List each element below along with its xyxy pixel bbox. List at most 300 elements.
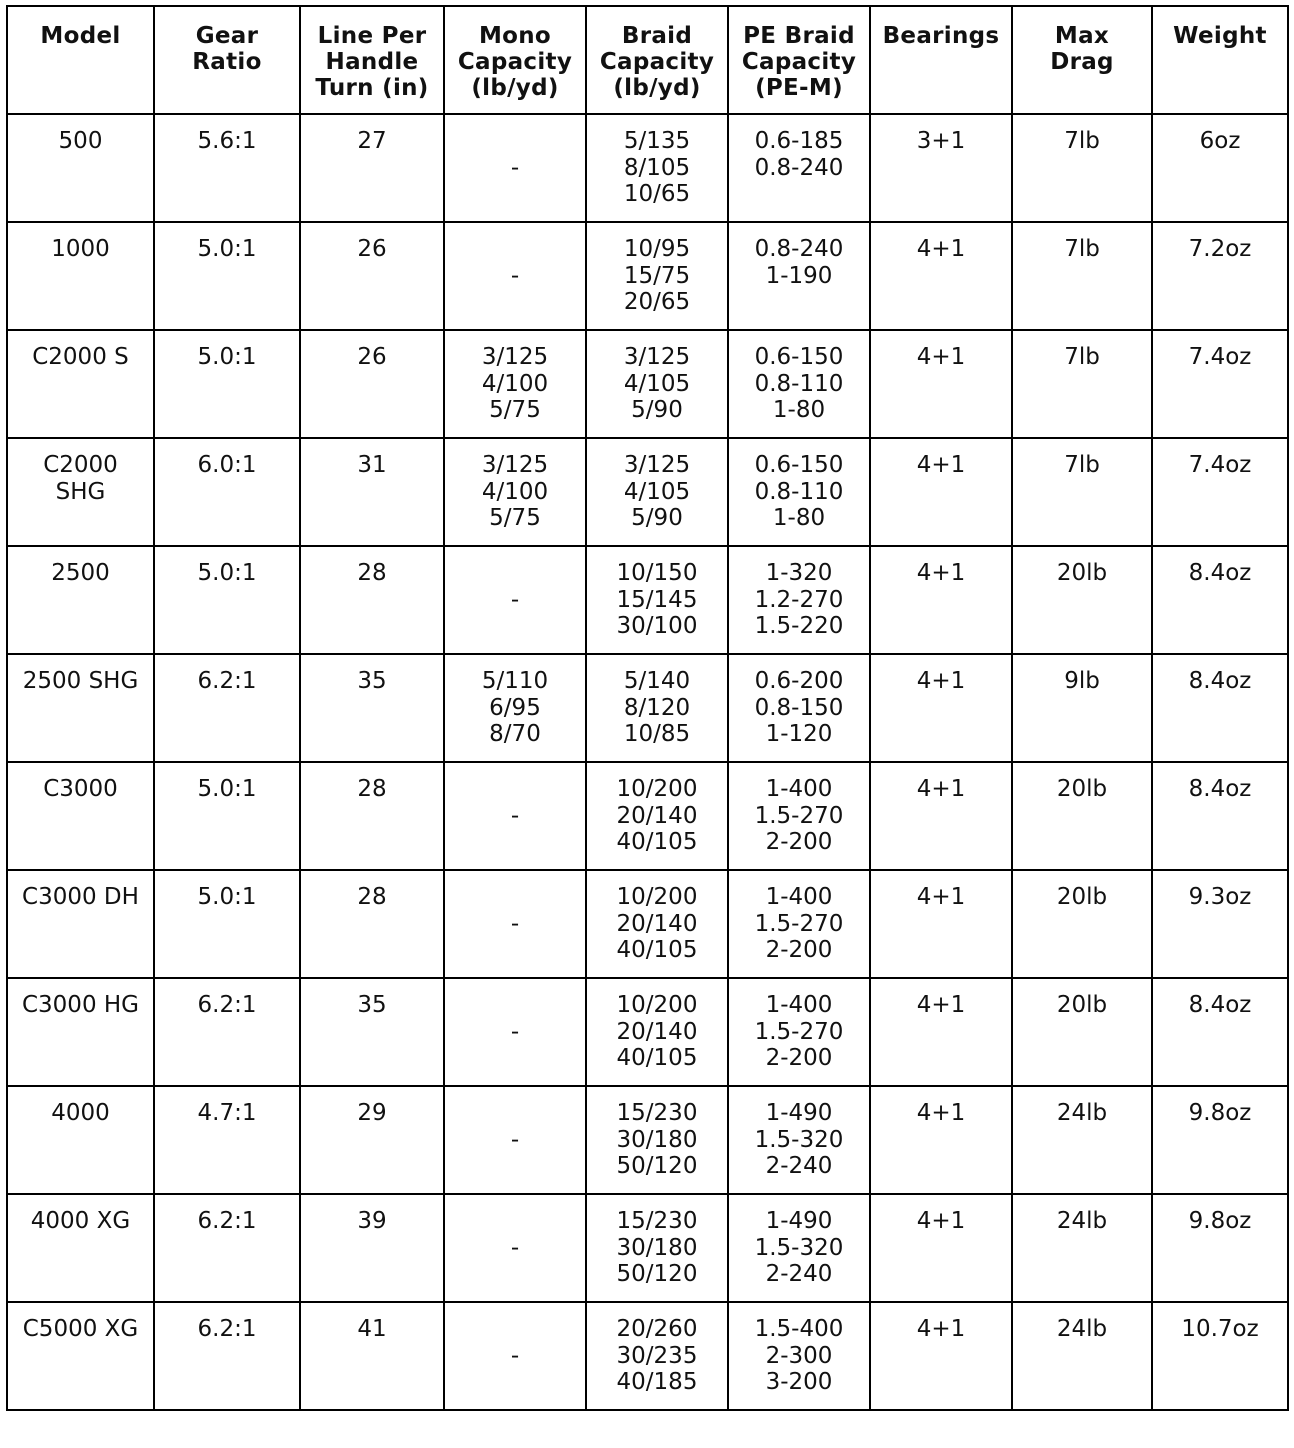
cell-value-line: 40/185 bbox=[616, 1369, 698, 1395]
header-label-line: Max bbox=[1054, 23, 1110, 49]
cell-value: 8.4oz bbox=[1188, 992, 1252, 1018]
header-pe-braid-capacity bbox=[728, 6, 870, 114]
cell-mono-capacity bbox=[444, 654, 586, 762]
cell-value-line: 0.8-240 bbox=[754, 154, 844, 181]
cell-line-per-handle-turn bbox=[300, 1086, 444, 1194]
header-max-drag bbox=[1012, 6, 1152, 114]
cell-braid-capacity bbox=[586, 546, 728, 654]
header-model bbox=[7, 6, 154, 114]
cell-value-line: 0.6-150 bbox=[754, 344, 844, 370]
cell-value-line: 1-320 bbox=[765, 560, 833, 586]
cell-model bbox=[7, 1194, 154, 1302]
cell-value-line: 1-400 bbox=[765, 992, 833, 1018]
cell-mono-capacity bbox=[444, 1194, 586, 1302]
cell-model bbox=[7, 1086, 154, 1194]
cell-value: 9.8oz bbox=[1188, 1100, 1252, 1126]
cell-value: 4+1 bbox=[916, 452, 966, 478]
cell-value: 7lb bbox=[1064, 236, 1100, 262]
cell-max-drag bbox=[1012, 438, 1152, 546]
header-label-line: Capacity bbox=[741, 49, 857, 75]
cell-value-line: 5/90 bbox=[631, 397, 683, 423]
cell-value-line: 10/95 bbox=[623, 236, 691, 262]
cell-value: 24lb bbox=[1056, 1208, 1108, 1234]
cell-value-line: 2-200 bbox=[765, 1045, 833, 1071]
cell-value-line: 4000 bbox=[51, 1100, 110, 1126]
header-label-line: Mono bbox=[478, 23, 552, 49]
cell-value-line: 4/105 bbox=[623, 370, 691, 397]
cell-value-line: 2-240 bbox=[765, 1261, 833, 1287]
cell-value: 5.0:1 bbox=[197, 884, 257, 910]
cell-line-per-handle-turn bbox=[300, 438, 444, 546]
cell-line-per-handle-turn bbox=[300, 870, 444, 978]
cell-weight bbox=[1152, 222, 1288, 330]
cell-value: 28 bbox=[357, 776, 387, 802]
cell-value-line: 5/90 bbox=[631, 505, 683, 531]
cell-value-line: - bbox=[510, 802, 520, 829]
cell-value-line: 5/140 bbox=[623, 668, 691, 694]
cell-value-line: 3/125 bbox=[481, 344, 549, 370]
table-row bbox=[7, 330, 1288, 438]
cell-gear-ratio bbox=[154, 870, 300, 978]
cell-pe-braid-capacity bbox=[728, 654, 870, 762]
cell-value-line: 4/100 bbox=[481, 478, 549, 505]
cell-model bbox=[7, 978, 154, 1086]
cell-gear-ratio bbox=[154, 330, 300, 438]
cell-value-line: 2-200 bbox=[765, 829, 833, 855]
cell-value: 7.4oz bbox=[1188, 452, 1252, 478]
table-row bbox=[7, 114, 1288, 222]
cell-value: 24lb bbox=[1056, 1316, 1108, 1342]
header-label-line: Weight bbox=[1173, 23, 1267, 49]
cell-value-line: 2-300 bbox=[765, 1342, 833, 1369]
cell-weight bbox=[1152, 546, 1288, 654]
cell-value-line: 0.8-110 bbox=[754, 370, 844, 397]
cell-max-drag bbox=[1012, 1302, 1152, 1410]
cell-model bbox=[7, 438, 154, 546]
header-label-line: Capacity bbox=[457, 49, 573, 75]
cell-value: 29 bbox=[357, 1100, 387, 1126]
cell-value-line: 500 bbox=[58, 128, 103, 154]
cell-value-line: 1.5-320 bbox=[754, 1234, 844, 1261]
cell-value: 7.2oz bbox=[1188, 236, 1252, 262]
cell-value-line: 1.5-270 bbox=[754, 1018, 844, 1045]
cell-value: 20lb bbox=[1056, 884, 1108, 910]
cell-value: 4+1 bbox=[916, 236, 966, 262]
cell-value: 27 bbox=[357, 128, 387, 154]
cell-value-line: 30/180 bbox=[616, 1126, 698, 1153]
spec-table bbox=[6, 5, 1289, 1411]
cell-value: 4+1 bbox=[916, 992, 966, 1018]
cell-weight bbox=[1152, 1194, 1288, 1302]
cell-value: 4+1 bbox=[916, 884, 966, 910]
cell-pe-braid-capacity bbox=[728, 1194, 870, 1302]
cell-value: 5.0:1 bbox=[197, 344, 257, 370]
cell-mono-capacity bbox=[444, 222, 586, 330]
cell-value: 6.2:1 bbox=[197, 668, 257, 694]
cell-pe-braid-capacity bbox=[728, 222, 870, 330]
cell-value-line: 50/120 bbox=[616, 1153, 698, 1179]
cell-value-line: - bbox=[510, 586, 520, 613]
cell-braid-capacity bbox=[586, 222, 728, 330]
cell-value-line: 1-400 bbox=[765, 884, 833, 910]
cell-value-line: 10/200 bbox=[616, 884, 698, 910]
cell-gear-ratio bbox=[154, 654, 300, 762]
cell-value-line: 10/200 bbox=[616, 776, 698, 802]
cell-value-line: 3-200 bbox=[765, 1369, 833, 1395]
header-bearings bbox=[870, 6, 1012, 114]
cell-value: 6oz bbox=[1199, 128, 1241, 154]
cell-bearings bbox=[870, 114, 1012, 222]
cell-max-drag bbox=[1012, 654, 1152, 762]
cell-line-per-handle-turn bbox=[300, 1194, 444, 1302]
cell-gear-ratio bbox=[154, 762, 300, 870]
header-label-line: Braid bbox=[621, 23, 693, 49]
cell-value: 7lb bbox=[1064, 128, 1100, 154]
cell-value-line: SHG bbox=[55, 478, 106, 505]
cell-braid-capacity bbox=[586, 1302, 728, 1410]
cell-gear-ratio bbox=[154, 438, 300, 546]
header-label-line: Gear bbox=[195, 23, 259, 49]
cell-value-line: C3000 bbox=[43, 776, 118, 802]
cell-gear-ratio bbox=[154, 114, 300, 222]
cell-max-drag bbox=[1012, 1086, 1152, 1194]
cell-value: 4+1 bbox=[916, 560, 966, 586]
cell-value: 8.4oz bbox=[1188, 776, 1252, 802]
cell-value-line: 2500 bbox=[51, 560, 110, 586]
cell-bearings bbox=[870, 330, 1012, 438]
cell-mono-capacity bbox=[444, 330, 586, 438]
cell-max-drag bbox=[1012, 978, 1152, 1086]
cell-value-line: 15/230 bbox=[616, 1100, 698, 1126]
cell-braid-capacity bbox=[586, 114, 728, 222]
cell-bearings bbox=[870, 1194, 1012, 1302]
cell-value-line: 20/260 bbox=[616, 1316, 698, 1342]
cell-weight bbox=[1152, 1086, 1288, 1194]
table-row bbox=[7, 1194, 1288, 1302]
cell-value: 20lb bbox=[1056, 776, 1108, 802]
cell-value-line: 1-120 bbox=[765, 721, 833, 747]
cell-value: 8.4oz bbox=[1188, 668, 1252, 694]
cell-value: 31 bbox=[357, 452, 387, 478]
cell-value: 41 bbox=[357, 1316, 387, 1342]
cell-value-line: 50/120 bbox=[616, 1261, 698, 1287]
cell-max-drag bbox=[1012, 870, 1152, 978]
cell-mono-capacity bbox=[444, 438, 586, 546]
cell-weight bbox=[1152, 978, 1288, 1086]
cell-value-line: 1.5-220 bbox=[754, 613, 844, 639]
cell-value: 4.7:1 bbox=[197, 1100, 257, 1126]
header-label-line: Ratio bbox=[192, 49, 262, 75]
cell-line-per-handle-turn bbox=[300, 114, 444, 222]
cell-value: 28 bbox=[357, 560, 387, 586]
cell-bearings bbox=[870, 654, 1012, 762]
cell-value: 4+1 bbox=[916, 1100, 966, 1126]
cell-braid-capacity bbox=[586, 438, 728, 546]
cell-value-line: 2-240 bbox=[765, 1153, 833, 1179]
cell-value: 20lb bbox=[1056, 560, 1108, 586]
cell-value: 35 bbox=[357, 668, 387, 694]
header-label-line: Drag bbox=[1050, 49, 1114, 75]
cell-value-line: 3/125 bbox=[623, 452, 691, 478]
cell-bearings bbox=[870, 546, 1012, 654]
cell-weight bbox=[1152, 870, 1288, 978]
cell-value: 4+1 bbox=[916, 776, 966, 802]
cell-value-line: 20/65 bbox=[623, 289, 691, 315]
cell-max-drag bbox=[1012, 222, 1152, 330]
cell-value-line: - bbox=[510, 1234, 520, 1261]
cell-value: 4+1 bbox=[916, 668, 966, 694]
cell-value-line: C3000 DH bbox=[22, 884, 139, 910]
cell-value: 7lb bbox=[1064, 452, 1100, 478]
cell-line-per-handle-turn bbox=[300, 978, 444, 1086]
cell-pe-braid-capacity bbox=[728, 1086, 870, 1194]
cell-value: 10.7oz bbox=[1181, 1316, 1259, 1342]
cell-value-line: C3000 HG bbox=[21, 992, 140, 1018]
cell-value: 7lb bbox=[1064, 344, 1100, 370]
cell-gear-ratio bbox=[154, 1302, 300, 1410]
header-label-line: Line Per bbox=[317, 23, 427, 49]
cell-line-per-handle-turn bbox=[300, 1302, 444, 1410]
cell-value-line: - bbox=[510, 262, 520, 289]
cell-value-line: 8/70 bbox=[489, 721, 541, 747]
cell-bearings bbox=[870, 222, 1012, 330]
cell-value: 6.2:1 bbox=[197, 992, 257, 1018]
cell-value-line: 10/200 bbox=[616, 992, 698, 1018]
header-weight bbox=[1152, 6, 1288, 114]
cell-value-line: 8/105 bbox=[623, 154, 691, 181]
cell-value-line: C2000 bbox=[43, 452, 118, 478]
cell-value-line: 10/150 bbox=[616, 560, 698, 586]
cell-value: 6.2:1 bbox=[197, 1316, 257, 1342]
cell-value: 5.0:1 bbox=[197, 560, 257, 586]
cell-max-drag bbox=[1012, 330, 1152, 438]
cell-weight bbox=[1152, 1302, 1288, 1410]
cell-value-line: 4000 XG bbox=[30, 1208, 131, 1234]
cell-bearings bbox=[870, 438, 1012, 546]
cell-model bbox=[7, 330, 154, 438]
cell-value-line: 1-400 bbox=[765, 776, 833, 802]
table-header bbox=[7, 6, 1288, 114]
cell-value-line: 1.5-320 bbox=[754, 1126, 844, 1153]
table-row bbox=[7, 546, 1288, 654]
cell-line-per-handle-turn bbox=[300, 762, 444, 870]
cell-value: 9.3oz bbox=[1188, 884, 1252, 910]
cell-value: 4+1 bbox=[916, 1208, 966, 1234]
cell-value-line: 1-490 bbox=[765, 1208, 833, 1234]
cell-mono-capacity bbox=[444, 1086, 586, 1194]
cell-value: 26 bbox=[357, 344, 387, 370]
cell-value-line: - bbox=[510, 1126, 520, 1153]
cell-value-line: 6/95 bbox=[489, 694, 541, 721]
cell-value: 6.2:1 bbox=[197, 1208, 257, 1234]
cell-value-line: - bbox=[510, 1018, 520, 1045]
cell-braid-capacity bbox=[586, 1086, 728, 1194]
cell-pe-braid-capacity bbox=[728, 330, 870, 438]
cell-value-line: 1-80 bbox=[772, 505, 826, 531]
cell-model bbox=[7, 114, 154, 222]
cell-value-line: 1.5-270 bbox=[754, 910, 844, 937]
cell-value-line: 40/105 bbox=[616, 1045, 698, 1071]
cell-model bbox=[7, 546, 154, 654]
cell-value-line: 0.8-240 bbox=[754, 236, 844, 262]
cell-line-per-handle-turn bbox=[300, 330, 444, 438]
cell-value-line: 0.8-150 bbox=[754, 694, 844, 721]
cell-pe-braid-capacity bbox=[728, 978, 870, 1086]
cell-weight bbox=[1152, 762, 1288, 870]
table-row bbox=[7, 870, 1288, 978]
cell-braid-capacity bbox=[586, 870, 728, 978]
cell-value-line: 1-80 bbox=[772, 397, 826, 423]
cell-max-drag bbox=[1012, 546, 1152, 654]
cell-bearings bbox=[870, 762, 1012, 870]
cell-value: 39 bbox=[357, 1208, 387, 1234]
cell-value-line: 40/105 bbox=[616, 937, 698, 963]
header-label-line: (lb/yd) bbox=[471, 75, 559, 101]
cell-line-per-handle-turn bbox=[300, 654, 444, 762]
cell-value: 9lb bbox=[1064, 668, 1100, 694]
cell-pe-braid-capacity bbox=[728, 1302, 870, 1410]
cell-weight bbox=[1152, 438, 1288, 546]
cell-value-line: 0.6-185 bbox=[754, 128, 844, 154]
cell-value: 5.0:1 bbox=[197, 776, 257, 802]
cell-value-line: 5/75 bbox=[489, 505, 541, 531]
cell-value-line: 3/125 bbox=[481, 452, 549, 478]
cell-value-line: 5/135 bbox=[623, 128, 691, 154]
cell-value-line: 1.2-270 bbox=[754, 586, 844, 613]
cell-max-drag bbox=[1012, 1194, 1152, 1302]
cell-value: 26 bbox=[357, 236, 387, 262]
cell-value-line: 20/140 bbox=[616, 802, 698, 829]
cell-model bbox=[7, 762, 154, 870]
cell-line-per-handle-turn bbox=[300, 222, 444, 330]
cell-value-line: 10/85 bbox=[623, 721, 691, 747]
cell-value-line: 4/100 bbox=[481, 370, 549, 397]
cell-gear-ratio bbox=[154, 978, 300, 1086]
table-row bbox=[7, 762, 1288, 870]
table-row bbox=[7, 1086, 1288, 1194]
cell-value-line: 2500 SHG bbox=[22, 668, 139, 694]
cell-gear-ratio bbox=[154, 1194, 300, 1302]
cell-weight bbox=[1152, 654, 1288, 762]
cell-value-line: 1000 bbox=[51, 236, 110, 262]
cell-pe-braid-capacity bbox=[728, 546, 870, 654]
cell-value-line: 1.5-400 bbox=[754, 1316, 844, 1342]
cell-braid-capacity bbox=[586, 1194, 728, 1302]
cell-model bbox=[7, 654, 154, 762]
cell-value-line: 20/140 bbox=[616, 1018, 698, 1045]
cell-value-line: 40/105 bbox=[616, 829, 698, 855]
header-label-line: Bearings bbox=[882, 23, 1000, 49]
cell-value-line: 30/180 bbox=[616, 1234, 698, 1261]
cell-mono-capacity bbox=[444, 1302, 586, 1410]
header-label-line: (PE-M) bbox=[755, 75, 843, 101]
header-line-per-handle-turn bbox=[300, 6, 444, 114]
cell-model bbox=[7, 222, 154, 330]
header-label-line: Capacity bbox=[599, 49, 715, 75]
cell-bearings bbox=[870, 1302, 1012, 1410]
cell-value: 9.8oz bbox=[1188, 1208, 1252, 1234]
cell-gear-ratio bbox=[154, 222, 300, 330]
cell-value-line: - bbox=[510, 910, 520, 937]
cell-value: 5.6:1 bbox=[197, 128, 257, 154]
cell-value: 24lb bbox=[1056, 1100, 1108, 1126]
header-label-line: PE Braid bbox=[743, 23, 855, 49]
cell-pe-braid-capacity bbox=[728, 870, 870, 978]
cell-bearings bbox=[870, 978, 1012, 1086]
cell-value-line: 30/100 bbox=[616, 613, 698, 639]
cell-braid-capacity bbox=[586, 978, 728, 1086]
cell-value-line: 1-190 bbox=[765, 262, 833, 289]
cell-value-line: C5000 XG bbox=[22, 1316, 139, 1342]
header-mono-capacity bbox=[444, 6, 586, 114]
cell-value: 35 bbox=[357, 992, 387, 1018]
cell-value-line: 15/75 bbox=[623, 262, 691, 289]
cell-value: 4+1 bbox=[916, 1316, 966, 1342]
cell-value: 8.4oz bbox=[1188, 560, 1252, 586]
cell-value: 5.0:1 bbox=[197, 236, 257, 262]
cell-mono-capacity bbox=[444, 870, 586, 978]
cell-pe-braid-capacity bbox=[728, 438, 870, 546]
cell-line-per-handle-turn bbox=[300, 546, 444, 654]
cell-mono-capacity bbox=[444, 762, 586, 870]
cell-value: 7.4oz bbox=[1188, 344, 1252, 370]
cell-value-line: 15/145 bbox=[616, 586, 698, 613]
cell-mono-capacity bbox=[444, 978, 586, 1086]
cell-value-line: 20/140 bbox=[616, 910, 698, 937]
cell-pe-braid-capacity bbox=[728, 114, 870, 222]
cell-value-line: C2000 S bbox=[32, 344, 129, 370]
cell-max-drag bbox=[1012, 114, 1152, 222]
cell-pe-braid-capacity bbox=[728, 762, 870, 870]
cell-model bbox=[7, 1302, 154, 1410]
header-label-line: Turn (in) bbox=[315, 75, 429, 101]
cell-value-line: 0.6-200 bbox=[754, 668, 844, 694]
cell-bearings bbox=[870, 1086, 1012, 1194]
cell-model bbox=[7, 870, 154, 978]
header-row bbox=[7, 6, 1288, 114]
cell-value-line: 5/110 bbox=[481, 668, 549, 694]
cell-value: 6.0:1 bbox=[197, 452, 257, 478]
cell-value-line: 2-200 bbox=[765, 937, 833, 963]
cell-value: 28 bbox=[357, 884, 387, 910]
table-row bbox=[7, 222, 1288, 330]
cell-value-line: 0.6-150 bbox=[754, 452, 844, 478]
header-label-line: Handle bbox=[325, 49, 419, 75]
table-body bbox=[7, 114, 1288, 1410]
cell-value-line: - bbox=[510, 1342, 520, 1369]
cell-gear-ratio bbox=[154, 1086, 300, 1194]
cell-braid-capacity bbox=[586, 762, 728, 870]
cell-value-line: 0.8-110 bbox=[754, 478, 844, 505]
table-row bbox=[7, 654, 1288, 762]
header-gear-ratio bbox=[154, 6, 300, 114]
cell-gear-ratio bbox=[154, 546, 300, 654]
cell-max-drag bbox=[1012, 762, 1152, 870]
cell-mono-capacity bbox=[444, 114, 586, 222]
cell-mono-capacity bbox=[444, 546, 586, 654]
header-label-line: Model bbox=[40, 23, 121, 49]
cell-value: 20lb bbox=[1056, 992, 1108, 1018]
cell-braid-capacity bbox=[586, 654, 728, 762]
cell-value-line: 15/230 bbox=[616, 1208, 698, 1234]
cell-value-line: 3/125 bbox=[623, 344, 691, 370]
cell-value-line: 1.5-270 bbox=[754, 802, 844, 829]
table-row bbox=[7, 1302, 1288, 1410]
cell-value-line: 5/75 bbox=[489, 397, 541, 423]
cell-value: 3+1 bbox=[916, 128, 966, 154]
header-braid-capacity bbox=[586, 6, 728, 114]
table-row bbox=[7, 978, 1288, 1086]
